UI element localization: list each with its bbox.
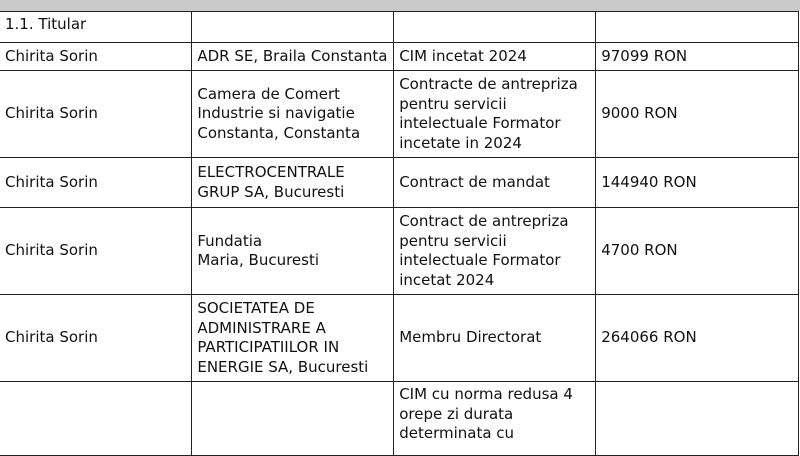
service-line: Membru Directorat [399,328,542,347]
section-header-row [0,12,799,43]
service-cell [394,43,596,71]
income-cell: 4700 RON [596,208,799,295]
service-line: Contracte de antrepriza [399,75,578,93]
source-line: Maria, Bucuresti [197,251,320,269]
holder-cell: Chirita Sorin [0,158,192,208]
service-line: Contract de mandat [399,172,550,191]
table-row [0,43,799,71]
income-cell [596,382,799,456]
table-cell [192,12,394,43]
income-table [0,11,799,456]
table-row [0,295,799,382]
income-cell: 144940 RON [596,158,799,208]
source-cell [192,295,394,382]
service-line: intelectuale Formator [399,114,561,132]
source-line: ELECTROCENTRALE [197,163,345,181]
source-line: ENERGIE SA, Bucuresti [197,357,369,376]
holder-cell: Chirita Sorin [0,295,192,382]
service-cell [394,71,596,158]
service-line: Contract de antrepriza [399,212,569,230]
source-line: Camera de Comert [197,84,341,103]
table-cell [596,12,799,43]
source-line: Constanta, Constanta [197,123,361,142]
service-line: intelectuale Formator [399,251,561,269]
source-line: SOCIETATEA DE [197,299,315,317]
service-line: CIM cu norma redusa 4 [399,385,573,403]
source-cell [192,208,394,295]
service-line: pentru servicii [399,231,507,250]
service-line: determinata cu [399,424,515,442]
top-border-strip [0,0,800,11]
service-cell [394,208,596,295]
table-row [0,382,799,456]
table-row [0,158,799,208]
income-cell: 264066 RON [596,295,799,382]
service-cell [394,158,596,208]
section-title: 1.1. Titular [0,12,192,43]
service-line: incetate in 2024 [399,133,522,152]
source-line: Industrie si navigatie [197,104,355,123]
service-line: incetat 2024 [399,270,495,289]
source-line: Fundatia [197,231,263,250]
source-cell [192,382,394,456]
source-line: ADMINISTRARE A [197,318,326,337]
source-line: ADR SE, Braila Constanta [197,46,388,65]
table-row [0,71,799,158]
holder-cell: Chirita Sorin [0,71,192,158]
table-cell [394,12,596,43]
income-cell: 97099 RON [596,43,799,71]
service-line: CIM incetat 2024 [399,46,527,65]
source-line: GRUP SA, Bucuresti [197,182,345,201]
holder-cell: Chirita Sorin [0,43,192,71]
service-line: pentru servicii [399,94,507,113]
source-cell [192,71,394,158]
source-cell [192,43,394,71]
service-cell [394,382,596,456]
service-cell [394,295,596,382]
source-cell [192,158,394,208]
holder-cell: Chirita Sorin [0,208,192,295]
holder-cell [0,382,192,456]
service-line: orepe zi durata [399,404,514,423]
source-line: PARTICIPATIILOR IN [197,338,340,356]
table-row [0,208,799,295]
income-cell: 9000 RON [596,71,799,158]
